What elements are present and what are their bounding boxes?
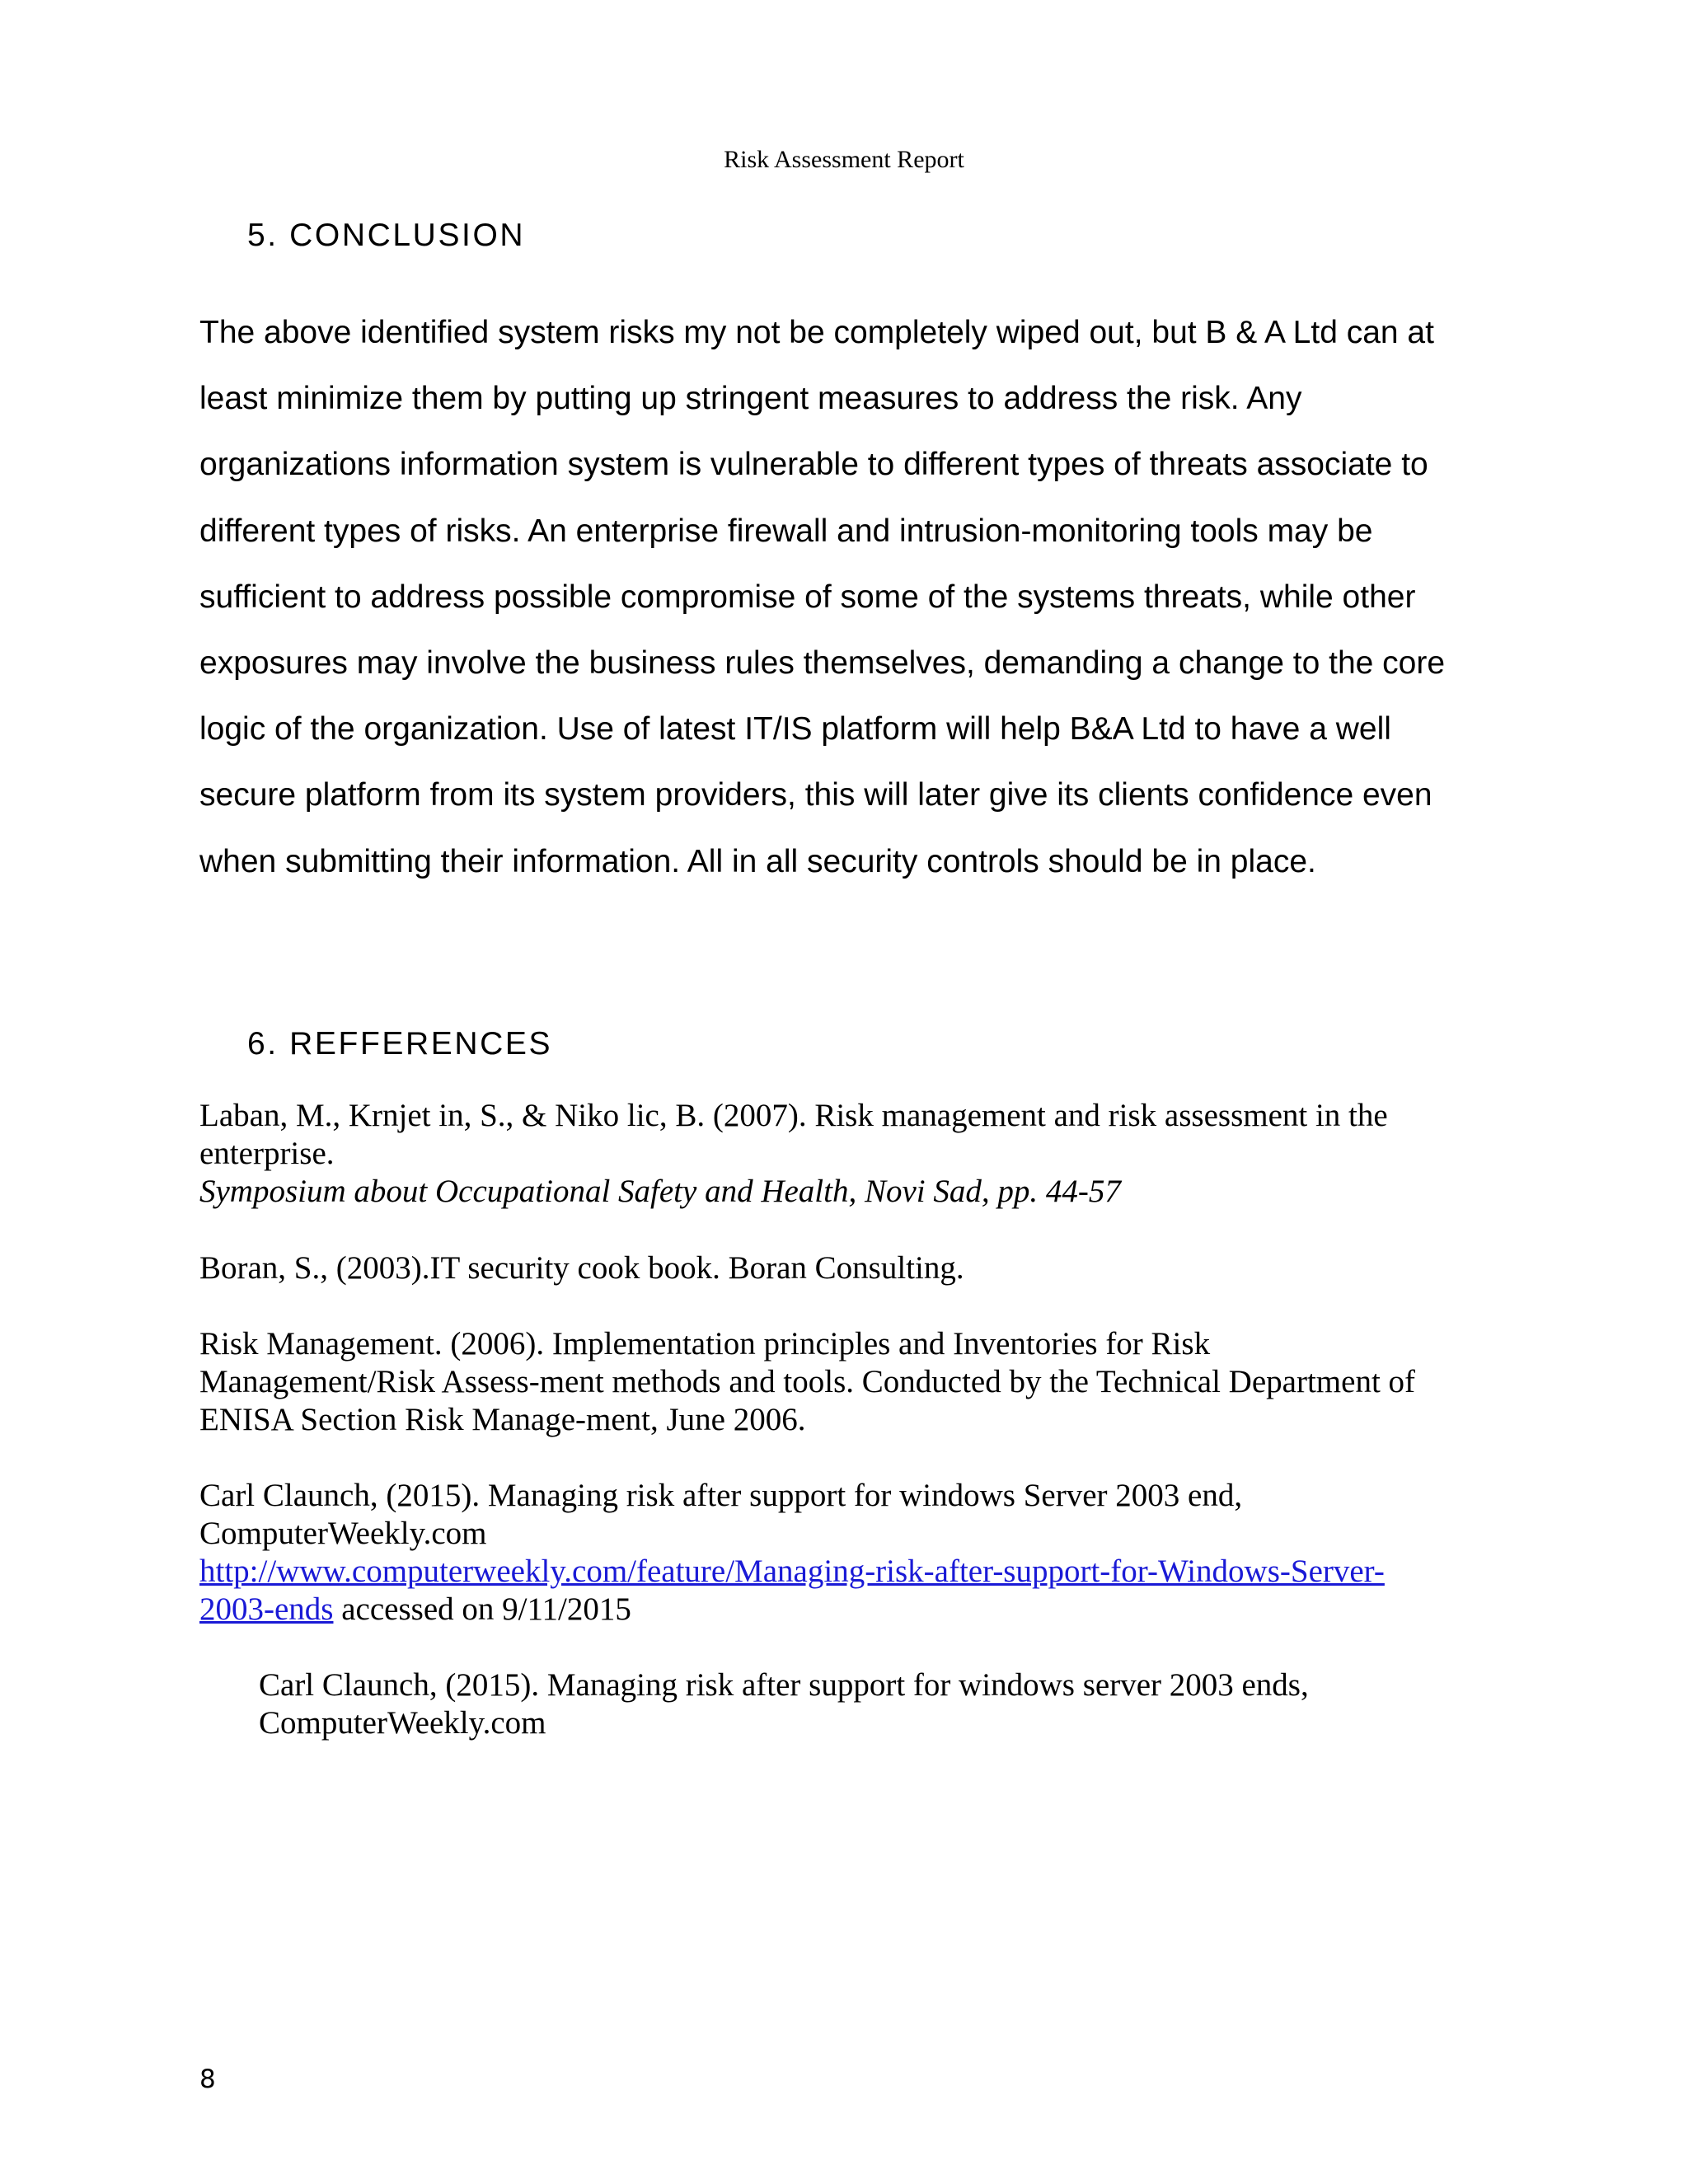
computerweekly-link-continued[interactable]: 2003-ends	[199, 1591, 334, 1627]
reference-entry-laban	[199, 1097, 1388, 1211]
reference-line: Boran, S., (2003).IT security cook book. Boran Consulting.	[199, 1250, 964, 1286]
reference-line: ENISA Section Risk Manage-ment, June 2006.	[199, 1402, 806, 1437]
reference-entry-boran	[199, 1249, 964, 1287]
reference-line: enterprise.	[199, 1136, 335, 1171]
reference-link-line	[199, 1591, 1385, 1629]
paragraph-line: exposures may involve the business rules themselves, demanding a change to the core	[199, 645, 1446, 682]
running-header: Risk Assessment Report	[724, 146, 964, 173]
reference-entry-risk-management	[199, 1325, 1415, 1439]
paragraph-line: different types of risks. An enterprise firewall and intrusion-monitoring tools may be	[199, 513, 1373, 549]
paragraph-line: logic of the organization. Use of latest IT/IS platform will help B&A Ltd to have a well	[199, 711, 1391, 748]
paragraph-line: organizations information system is vulnerable to different types of threats associate to	[199, 447, 1428, 483]
reference-source-italic: Symposium about Occupational Safety and Health, Novi Sad, pp. 44-57	[199, 1174, 1121, 1209]
paragraph-line: secure platform from its system providers, this will later give its clients confidence even	[199, 777, 1432, 813]
paragraph-line: when submitting their information. All in all security controls should be in place.	[199, 843, 1316, 879]
reference-line: Laban, M., Krnjet in, S., & Niko lic, B. (2007). Risk management and risk assessment in the	[199, 1098, 1388, 1133]
reference-line: ComputerWeekly.com	[259, 1705, 546, 1741]
reference-line: Carl Claunch, (2015). Managing risk after support for windows Server 2003 end,	[199, 1478, 1243, 1513]
conclusion-paragraph	[199, 300, 1526, 895]
reference-line: ComputerWeekly.com	[199, 1516, 487, 1551]
paragraph-line: least minimize them by putting up stringent measures to address the risk. Any	[199, 381, 1302, 417]
reference-line: Carl Claunch, (2015). Managing risk after support for windows server 2003 ends,	[259, 1667, 1309, 1703]
computerweekly-link[interactable]: http://www.computerweekly.com/feature/Managing-risk-after-support-for-Windows-Server-	[199, 1554, 1385, 1589]
references-heading: 6. REFFERENCES	[247, 1026, 553, 1062]
conclusion-heading: 5. CONCLUSION	[247, 218, 526, 253]
accessed-date: accessed on 9/11/2015	[333, 1591, 631, 1627]
paragraph-line: The above identified system risks my not be completely wiped out, but B & A Ltd can at	[199, 315, 1434, 350]
page-number: 8	[199, 2064, 216, 2094]
reference-line: Risk Management. (2006). Implementation principles and Inventories for Risk	[199, 1326, 1211, 1361]
reference-line: Management/Risk Assess-ment methods and tools. Conducted by the Technical Department of	[199, 1364, 1416, 1399]
reference-entry-claunch	[199, 1477, 1385, 1629]
reference-link-line	[199, 1553, 1385, 1591]
reference-entry-claunch-indented	[259, 1666, 1309, 1742]
paragraph-line: sufficient to address possible compromise of some of the systems threats, while other	[199, 579, 1416, 615]
